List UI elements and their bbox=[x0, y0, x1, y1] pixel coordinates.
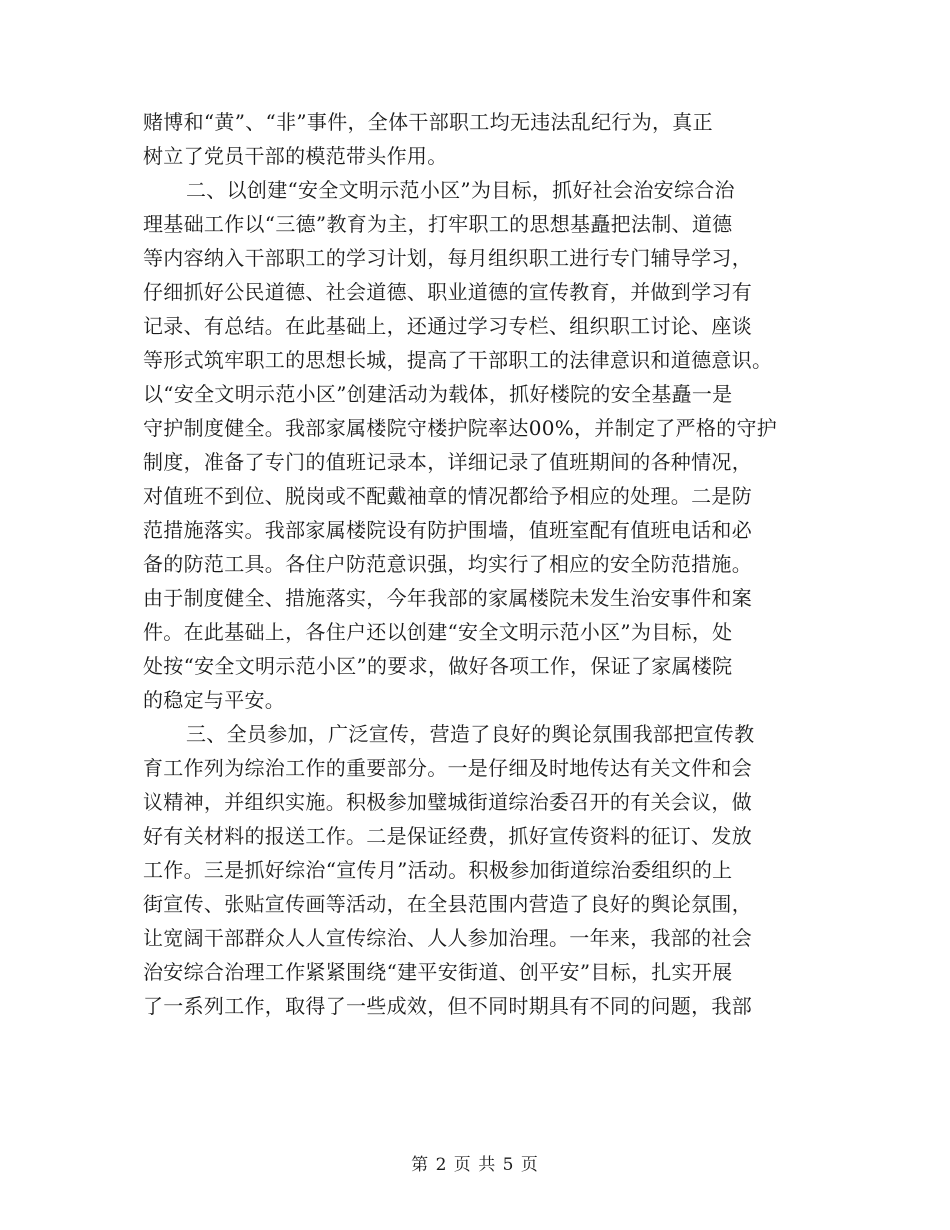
paragraph-start-line: 三、全员参加，广泛宣传，营造了良好的舆论氛围我部把宣传教 bbox=[186, 722, 755, 746]
text-line: 对值班不到位、脱岗或不配戴袖章的情况都给予相应的处理。二是防 bbox=[143, 484, 752, 508]
text-line: 制度，准备了专门的值班记录本，详细记录了值班期间的各种情况， bbox=[143, 450, 752, 474]
text-line: 等形式筑牢职工的思想长城，提高了干部职工的法律意识和道德意识。 bbox=[143, 348, 773, 372]
text-line: 树立了党员干部的模范带头作用。 bbox=[143, 144, 448, 168]
text-line: 记录、有总结。在此基础上，还通过学习专栏、组织职工讨论、座谈 bbox=[143, 314, 752, 338]
page-number-footer: 第 2 页 共 5 页 bbox=[411, 1155, 539, 1175]
text-line: 的稳定与平安。 bbox=[143, 688, 286, 712]
text-line: 守护制度健全。我部家属楼院守楼护院率达00%，并制定了严格的守护 bbox=[143, 416, 778, 440]
body-text bbox=[143, 105, 803, 1023]
text-line: 理基础工作以“三德”教育为主，打牢职工的思想基矗把法制、道德 bbox=[143, 212, 733, 236]
text-line: 由于制度健全、措施落实，今年我部的家属楼院未发生治安事件和案 bbox=[143, 586, 752, 610]
text-line: 件。在此基础上，各住户还以创建“安全文明示范小区”为目标，处 bbox=[143, 620, 733, 644]
text-line: 育工作列为综治工作的重要部分。一是仔细及时地传达有关文件和会 bbox=[143, 756, 752, 780]
text-line: 仔细抓好公民道德、社会道德、职业道德的宣传教育，并做到学习有 bbox=[143, 280, 752, 304]
paragraph-start-line: 二、以创建“安全文明示范小区”为目标，抓好社会治安综合治 bbox=[186, 178, 735, 202]
text-line: 范措施落实。我部家属楼院设有防护围墙，值班室配有值班电话和必 bbox=[143, 518, 752, 542]
text-line: 让宽阔干部群众人人宣传综治、人人参加治理。一年来，我部的社会 bbox=[143, 926, 752, 950]
text-line: 赌博和“黄”、“非”事件，全体干部职工均无违法乱纪行为，真正 bbox=[143, 110, 713, 134]
text-line: 工作。三是抓好综治“宣传月”活动。积极参加街道综治委组织的上 bbox=[143, 858, 733, 882]
text-line: 备的防范工具。各住户防范意识强，均实行了相应的安全防范措施。 bbox=[143, 552, 752, 576]
text-line: 街宣传、张贴宣传画等活动，在全县范围内营造了良好的舆论氛围， bbox=[143, 892, 752, 916]
text-line: 治安综合治理工作紧紧围绕“建平安街道、创平安”目标，扎实开展 bbox=[143, 960, 733, 984]
text-line: 处按“安全文明示范小区”的要求，做好各项工作，保证了家属楼院 bbox=[143, 654, 733, 678]
text-line: 了一系列工作，取得了一些成效，但不同时期具有不同的问题，我部 bbox=[143, 994, 752, 1018]
text-line: 等内容纳入干部职工的学习计划，每月组织职工进行专门辅导学习， bbox=[143, 246, 752, 270]
text-line: 好有关材料的报送工作。二是保证经费，抓好宣传资料的征订、发放 bbox=[143, 824, 752, 848]
text-line: 议精神，并组织实施。积极参加璧城街道综治委召开的有关会议，做 bbox=[143, 790, 752, 814]
text-line: 以“安全文明示范小区”创建活动为载体，抓好楼院的安全基矗一是 bbox=[143, 382, 733, 406]
